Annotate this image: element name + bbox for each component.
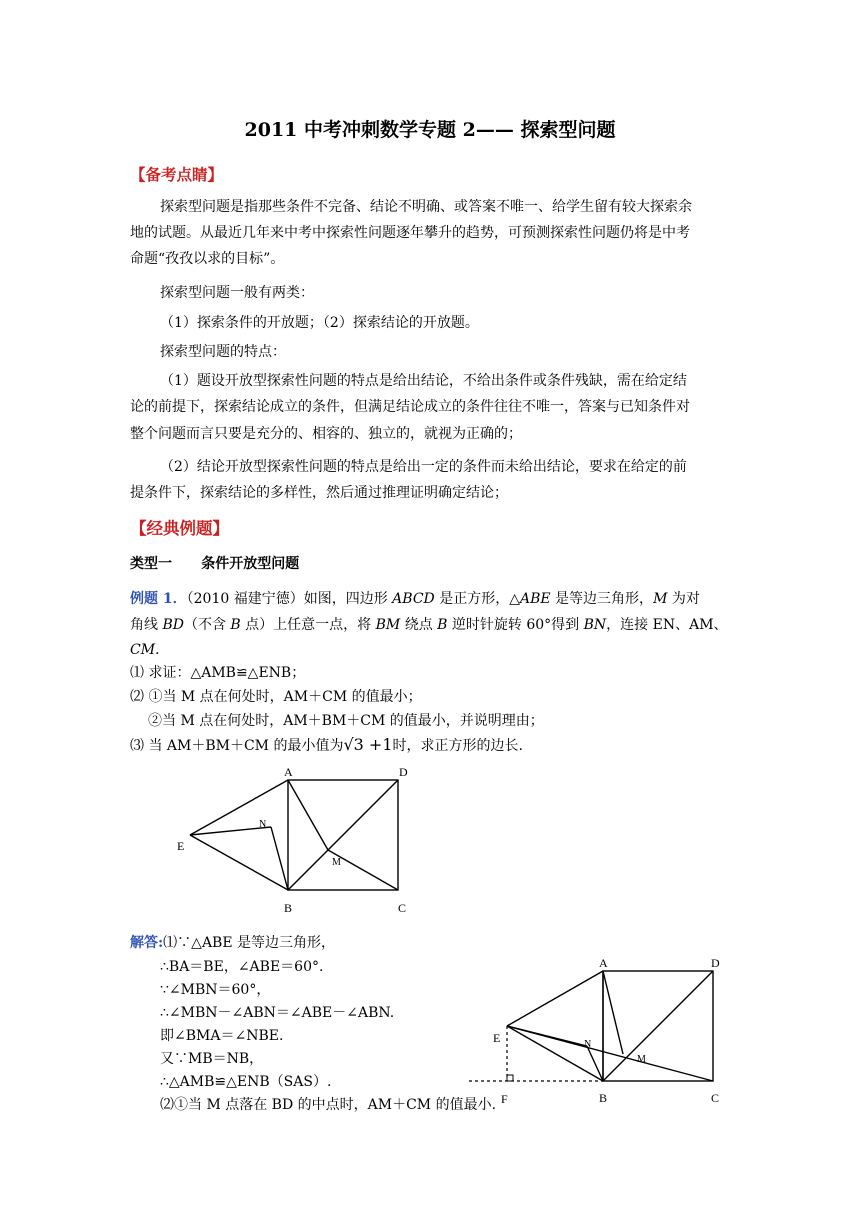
example-label: 例题 1． [130,591,187,607]
intro-line-8: 论的前提下，探索结论成立的条件，但满足结论成立的条件往往不唯一，答案与已知条件对 [130,399,690,415]
answer-line-6: 又∵MB＝NB， [160,1051,264,1067]
segment-ea [507,971,603,1026]
segment-bd [603,971,713,1081]
segment-am [603,971,623,1054]
segment-nb [271,827,288,890]
question-2a: ⑵ ①当 M 点在何处时，AM＋CM 的值最小； [130,689,422,705]
answer-line-2: ∴BA＝BE，∠ABE＝60°. [160,959,324,975]
answer-line-1: 解答:⑴∵△ABE 是等边三角形， [130,935,336,951]
intro-line-4: 探索型问题一般有两类： [160,285,314,301]
label-c: C [398,901,407,915]
example-line-3: CM. [130,642,160,658]
label-d: D [711,956,720,970]
label-n: N [259,819,267,830]
segment-mc [328,850,398,890]
example-line-1: 例题 1．（2010 福建宁德）如图，四边形 ABCD 是正方形，△ABE 是等边三角形，M 为对 [130,591,700,607]
question-2b: ②当 M 点在何处时，AM＋BM＋CM 的值最小，并说明理由； [148,713,544,729]
answer-line-5: 即∠BMA＝∠NBE. [160,1028,284,1044]
segment-en [507,1026,587,1046]
question-1: ⑴ 求证：△AMB≌△ENB； [130,665,306,681]
label-b: B [284,901,293,915]
intro-line-1: 探索型问题是指那些条件不完备、结论不明确、或答案不唯一、给学生留有较大探索余 [160,199,692,215]
section-heading-prep: 【备考点睛】 [130,165,224,184]
page-title: 2011 中考冲刺数学专题 2—— 探索型问题 [244,119,616,141]
intro-line-10: （2）结论开放型探索性问题的特点是给出一定的条件而未给出结论，要求在给定的前 [160,459,687,475]
answer-line-3: ∵∠MBN＝60°， [160,982,271,998]
answer-line-7: ∴△AMB≌△ENB（SAS）. [160,1074,332,1090]
intro-line-3: 命题“孜孜以求的目标”。 [130,251,285,267]
segment-bd [288,780,398,890]
segment-eb [507,1026,603,1081]
type-heading: 类型一 条件开放型问题 [130,556,300,572]
segment-eb [190,835,288,890]
segment-ea [190,780,288,835]
answer-label: 解答: [130,935,164,951]
figure-1 [170,762,430,922]
label-m: M [637,1054,646,1065]
label-e: E [493,1031,501,1045]
label-n: N [584,1039,592,1050]
label-f: F [501,1092,508,1106]
answer-line-8: ⑵①当 M 点落在 BD 的中点时，AM＋CM 的值最小. [160,1097,497,1113]
example-line-2: 角线 BD（不含 B 点）上任意一点，将 BM 绕点 B 逆时针旋转 60°得到 BN，连接 EN、AM、 [130,617,728,633]
right-angle-mark [507,1075,513,1081]
label-a: A [284,765,293,779]
question-3: ⑶ 当 AM＋BM＋CM 的最小值为√3 +1时，求正方形的边长. [130,735,523,754]
figure-2 [465,950,735,1110]
label-c: C [711,1091,720,1105]
intro-line-6: 探索型问题的特点： [160,344,286,360]
intro-line-5: （1）探索条件的开放题；（2）探索结论的开放题。 [160,315,479,331]
segment-am [288,780,328,850]
label-m: M [332,857,341,868]
label-b: B [599,1091,608,1105]
intro-line-2: 地的试题。从最近几年来中考中探索性问题逐年攀升的趋势，可预测探索性问题仍将是中考 [130,225,690,241]
answer-line-4: ∴∠MBN－∠ABN＝∠ABE－∠ABN. [160,1005,395,1021]
label-a: A [599,956,608,970]
sqrt-expression: √3 +1 [343,735,393,754]
section-heading-examples: 【经典例题】 [130,519,229,538]
label-e: E [177,839,185,853]
intro-line-7: （1）题设开放型探索性问题的特点是给出结论，不给出条件或条件残缺，需在给定结 [160,373,687,389]
label-d: D [399,765,408,779]
intro-line-11: 提条件下，探索结论的多样性，然后通过推理证明确定结论； [130,485,508,501]
intro-line-9: 整个问题而言只要是充分的、相容的、独立的，就视为正确的； [130,426,522,442]
